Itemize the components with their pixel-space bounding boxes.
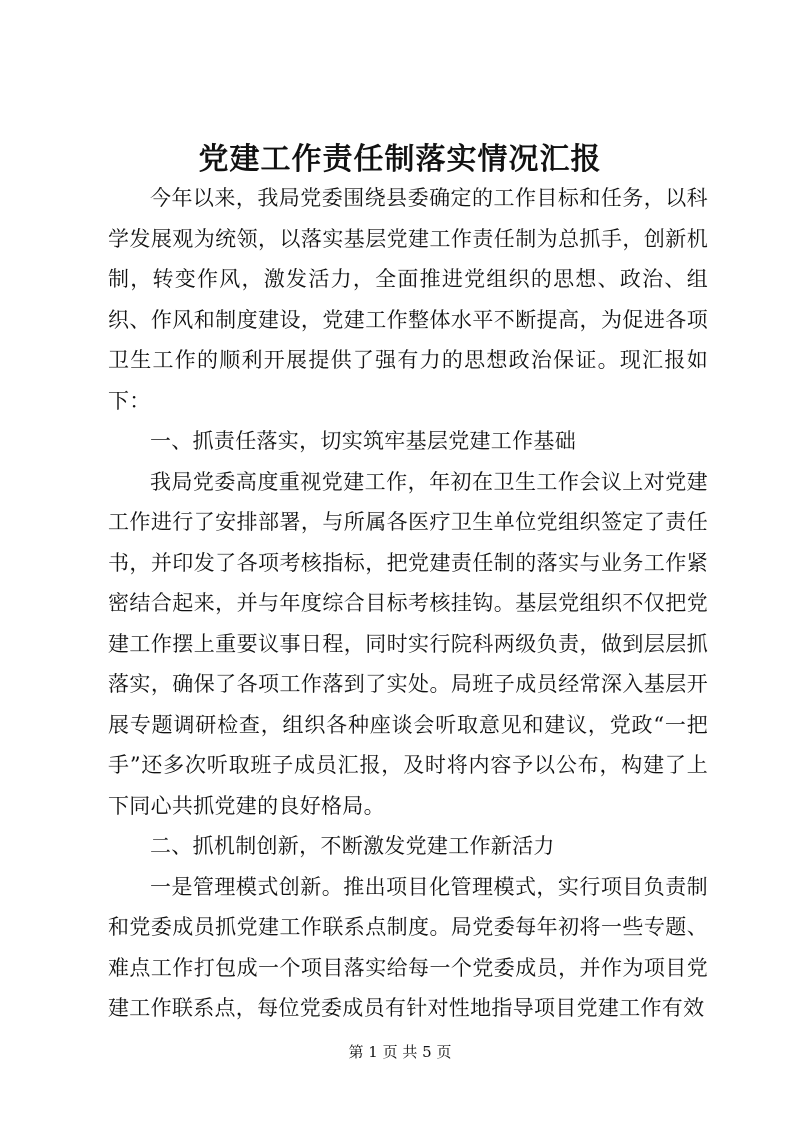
document-title: 党建工作责任制落实情况汇报 xyxy=(198,142,602,177)
paragraph-section-2: 一是管理模式创新。推出项目化管理模式，实行项目负责制和党委成员抓党建工作联系点制度。局党委每年初将一些专题、难点工作打包成一个项目落实给每一个党委成员，并作为项目党建工作联系点，每位党委成员有针对性地指导项目党建工作有效 xyxy=(108,874,708,1020)
paragraph-section-1: 我局党委高度重视党建工作，年初在卫生工作会议上对党建工作进行了安排部署，与所属各医疗卫生单位党组织签定了责任书，并印发了各项考核指标，把党建责任制的落实与业务工作紧密结合起来，并与年度综合目标考核挂钩。基层党组织不仅把党建工作摆上重要议事日程，同时实行院科两级负责，做到层层抓落实，确保了各项工作落到了实处。局班子成员经常深入基层开展专题调研检查，组织各种座谈会听取意见和建议，党政“一把手”还多次听取班子成员汇报，及时将内容予以公布，构建了上下同心共抓党建的良好格局。 xyxy=(108,469,708,818)
section-heading-1: 一、抓责任落实，切实筑牢基层党建工作基础 xyxy=(150,429,576,453)
page-number-footer: 第 1 页 共 5 页 xyxy=(348,1043,452,1061)
document-body xyxy=(108,178,708,1029)
paragraph-intro: 今年以来，我局党委围绕县委确定的工作目标和任务，以科学发展观为统领，以落实基层党建工作责任制为总抓手，创新机制，转变作风，激发活力，全面推进党组织的思想、政治、组织、作风和制度建设，党建工作整体水平不断提高，为促进各项卫生工作的顺利开展提供了强有力的思想政治保证。现汇报如下： xyxy=(108,186,708,413)
section-heading-2: 二、抓机制创新，不断激发党建工作新活力 xyxy=(150,834,555,858)
